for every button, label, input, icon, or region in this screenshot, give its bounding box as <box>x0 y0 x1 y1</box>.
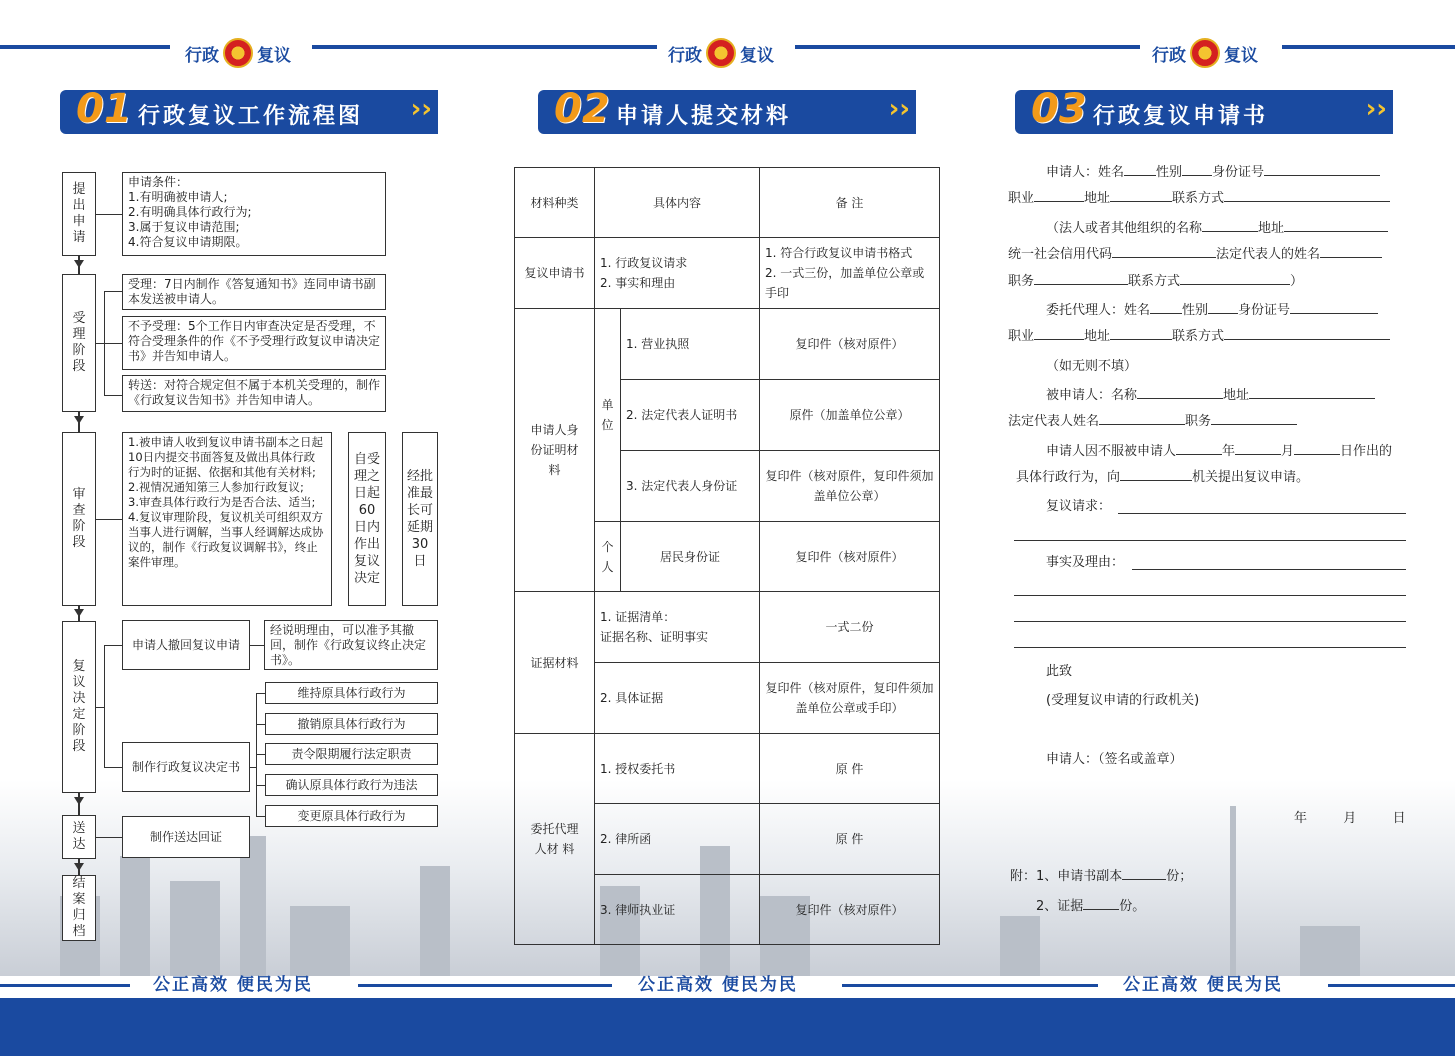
form-line-authority <box>1016 469 1309 487</box>
facts-line[interactable] <box>1014 595 1406 596</box>
subcategory-cell: 单位 <box>595 309 621 522</box>
connector <box>104 291 122 292</box>
connector <box>256 816 265 817</box>
connector <box>78 256 80 274</box>
withdraw-result-box: 经说明理由，可以准予其撤回，制作《行政复议终止决定书》。 <box>264 620 438 670</box>
text-line: 申请条件： <box>128 175 189 189</box>
org-address-field[interactable] <box>1284 220 1388 232</box>
label: 法定代表人姓名 <box>1008 414 1100 429</box>
attach-line-1 <box>1010 868 1192 886</box>
form-line-applicant <box>1046 164 1380 182</box>
footer-line <box>0 984 130 987</box>
form-line-respondent-rep <box>1008 413 1297 431</box>
facts-label: 事实及理由： <box>1046 555 1125 570</box>
text-line: 1.被申请人收到复议申请书副本之日起10日内提交书面答复及做出具体行政行为时的证据、依据和其他有关材料; <box>128 435 323 479</box>
label: 附：1、申请书副本 <box>1010 869 1123 884</box>
request-line[interactable] <box>1118 513 1406 514</box>
content-cell: 3. 律师执业证 <box>595 875 760 945</box>
authority-field[interactable] <box>1120 469 1192 481</box>
to-label: 此致 <box>1046 664 1073 679</box>
label: 地址 <box>1084 329 1111 344</box>
table-row <box>515 238 940 309</box>
connector <box>78 606 80 621</box>
form-line-dispute <box>1046 443 1392 461</box>
apply-conditions-box <box>122 172 386 256</box>
footer-band <box>0 998 1455 1056</box>
reject-box: 不予受理：5个工作日内审查决定是否受理，不符合受理条件的作《不予受理行政复议申请决定书》并告知申请人。 <box>122 316 386 370</box>
label: 联系方式 <box>1172 191 1225 206</box>
label: 年 <box>1294 811 1308 826</box>
respondent-rep-field[interactable] <box>1099 413 1185 425</box>
form-line-respondent <box>1046 387 1375 405</box>
connector <box>256 785 265 786</box>
connector <box>96 214 122 215</box>
stage-decide: 复议决定阶段 <box>62 621 96 793</box>
text-line: 4.符合复议申请期限。 <box>128 235 248 249</box>
footer-line <box>358 984 612 987</box>
label: 申请人：姓名 <box>1046 165 1125 180</box>
double-chevron-icon: ›› <box>410 94 432 124</box>
national-emblem-icon <box>706 38 736 68</box>
form-line-agent <box>1046 302 1378 320</box>
copies-field[interactable] <box>1122 868 1166 880</box>
attach-line-2 <box>1036 898 1145 916</box>
table-row <box>515 592 940 663</box>
text-line: 3.属于复议申请范围; <box>128 220 240 234</box>
label: 职业 <box>1008 191 1035 206</box>
agent-gender-field[interactable] <box>1208 302 1238 314</box>
decision-type-uphold: 维持原具体行政行为 <box>265 682 438 704</box>
stage-accept: 受理阶段 <box>62 274 96 412</box>
id-number-field[interactable] <box>1264 164 1380 176</box>
label: 地址 <box>1223 388 1250 403</box>
section-banner-01: 01 行政复议工作流程图 ›› <box>60 90 438 134</box>
connector <box>78 412 80 432</box>
footer-line <box>1328 984 1455 987</box>
content-cell: 1. 授权委托书 <box>595 734 760 804</box>
name-field[interactable] <box>1124 164 1156 176</box>
double-chevron-icon: ›› <box>888 94 910 124</box>
decision-type-revoke: 撤销原具体行政行为 <box>265 713 438 735</box>
content-cell: 3. 法定代表人身份证 <box>621 451 760 522</box>
note-cell: 一式二份 <box>760 592 940 663</box>
content-cell: 居民身份证 <box>621 522 760 592</box>
note-cell: 复印件（核对原件） <box>760 522 940 592</box>
category-cell: 复议申请书 <box>515 238 595 309</box>
review-items-box <box>122 432 332 606</box>
content-cell: 2. 律所函 <box>595 804 760 875</box>
delivery-box: 制作送达回证 <box>122 816 250 858</box>
review-time-box: 自受理之日起60日内作出复议决定 <box>348 432 386 606</box>
month-field[interactable] <box>1235 443 1281 455</box>
label: 日 <box>1392 811 1406 826</box>
occupation-field[interactable] <box>1034 190 1084 202</box>
text-line: 3.审查具体行政行为是否合法、适当; <box>128 495 316 509</box>
double-chevron-icon: ›› <box>1365 94 1387 124</box>
section-banner-02: 02 申请人提交材料 ›› <box>538 90 916 134</box>
table-row <box>515 309 940 380</box>
facts-line[interactable] <box>1014 647 1406 648</box>
connector <box>96 519 122 520</box>
agent-name-field[interactable] <box>1150 302 1182 314</box>
address-field[interactable] <box>1110 190 1172 202</box>
org-name-field[interactable] <box>1202 220 1258 232</box>
day-field[interactable] <box>1294 443 1340 455</box>
note-cell: 复印件（核对原件，复印件须加盖单位公章或手印） <box>760 663 940 734</box>
connector <box>104 645 105 767</box>
date-line <box>1294 810 1406 828</box>
header-line <box>0 45 170 49</box>
agent-contact-field[interactable] <box>1224 328 1390 340</box>
content-cell: 1. 证据清单： 证据名称、证明事实 <box>595 592 760 663</box>
stage-close: 结案归档 <box>62 875 96 941</box>
table-row <box>515 734 940 804</box>
label: 月 <box>1281 444 1295 459</box>
label: 日作出的 <box>1340 444 1393 459</box>
text-line: 4.复议审理阶段，复议机关可组织双方当事人进行调解，当事人经调解达成协议的，制作《行政复议调解书》，终止案件审理。 <box>128 510 324 569</box>
form-line-org <box>1046 220 1388 238</box>
text-line: 2.有明确具体行政行为; <box>128 205 252 219</box>
position-field[interactable] <box>1034 273 1128 285</box>
connector <box>256 693 265 694</box>
connector <box>96 837 122 838</box>
request-label: 复议请求： <box>1046 499 1112 514</box>
header-line <box>795 45 1140 49</box>
form-line-credit-code <box>1008 246 1382 264</box>
connector <box>96 343 104 344</box>
label: 性别 <box>1182 303 1209 318</box>
connector <box>256 754 265 755</box>
connector <box>78 793 80 815</box>
respondent-address-field[interactable] <box>1249 387 1375 399</box>
connector <box>250 645 264 646</box>
label: 委托代理人：姓名 <box>1046 303 1151 318</box>
label: 被申请人：名称 <box>1046 388 1138 403</box>
decision-type-illegal: 确认原具体行政行为违法 <box>265 774 438 796</box>
accept-box: 受理：7日内制作《答复通知书》连同申请书副本发送被申请人。 <box>122 274 386 310</box>
to-org-label: (受理复议申请的行政机关) <box>1046 693 1200 708</box>
content-cell: 1. 营业执照 <box>621 309 760 380</box>
decision-box: 制作行政复议决定书 <box>122 742 250 792</box>
connector <box>104 645 122 646</box>
note-cell: 复印件（核对原件） <box>760 875 940 945</box>
subcategory-cell: 个人 <box>595 522 621 592</box>
label: 地址 <box>1258 221 1285 236</box>
decision-type-change: 变更原具体行政行为 <box>265 805 438 827</box>
label: 月 <box>1343 811 1357 826</box>
note-cell: 复印件（核对原件） <box>760 309 940 380</box>
credit-code-field[interactable] <box>1112 246 1216 258</box>
label: （法人或者其他组织的名称 <box>1046 221 1203 236</box>
respondent-position-field[interactable] <box>1211 413 1297 425</box>
footer-line <box>842 984 1098 987</box>
label: 法定代表人的姓名 <box>1216 247 1321 262</box>
content-cell: 1. 行政复议请求 2. 事实和理由 <box>595 238 760 309</box>
table-row <box>515 168 940 238</box>
contact-field[interactable] <box>1224 190 1390 202</box>
form-line-note: （如无则不填） <box>1046 359 1138 374</box>
gender-field[interactable] <box>1182 164 1212 176</box>
note-cell: 复印件（核对原件，复印件须加盖单位公章） <box>760 451 940 522</box>
label: 份。 <box>1119 899 1146 914</box>
text-line: 1.有明确被申请人; <box>128 190 228 204</box>
facts-line[interactable] <box>1014 621 1406 622</box>
label: 联系方式 <box>1128 274 1181 289</box>
category-cell: 证据材料 <box>515 592 595 734</box>
respondent-name-field[interactable] <box>1137 387 1223 399</box>
withdraw-box: 申请人撤回复议申请 <box>122 620 250 670</box>
stage-apply: 提出申请 <box>62 172 96 256</box>
connector <box>78 859 80 875</box>
header-cell: 具体内容 <box>595 168 760 238</box>
form-line-applicant-contact <box>1008 190 1390 208</box>
header-label: 行政 复议 <box>185 38 291 68</box>
label: 职业 <box>1008 329 1035 344</box>
header-line <box>312 45 657 49</box>
label: 统一社会信用代码 <box>1008 247 1113 262</box>
header-label: 行政 复议 <box>1152 38 1258 68</box>
header-line <box>1282 45 1455 49</box>
agent-occupation-field[interactable] <box>1034 328 1084 340</box>
facts-line[interactable] <box>1132 569 1406 570</box>
label: 地址 <box>1084 191 1111 206</box>
form-line-agent-contact <box>1008 328 1390 346</box>
label: 2、证据 <box>1036 899 1084 914</box>
connector <box>256 724 265 725</box>
content-cell: 2. 法定代表人证明书 <box>621 380 760 451</box>
national-emblem-icon <box>1190 38 1220 68</box>
category-cell: 申请人身份证明材料 <box>515 309 595 592</box>
footer-slogan: 公正高效 便民为民 <box>1123 975 1283 995</box>
connector <box>104 395 122 396</box>
note-cell: 原件（加盖单位公章） <box>760 380 940 451</box>
evidence-copies-field[interactable] <box>1083 898 1119 910</box>
legal-rep-field[interactable] <box>1320 246 1382 258</box>
signer-label: 申请人：（签名或盖章） <box>1046 752 1183 767</box>
content-cell: 2. 具体证据 <box>595 663 760 734</box>
connector <box>104 343 122 344</box>
footer-slogan: 公正高效 便民为民 <box>638 975 798 995</box>
header-cell: 备 注 <box>760 168 940 238</box>
text-line: 2.视情况通知第三人参加行政复议; <box>128 480 304 494</box>
stage-deliver: 送达 <box>62 815 96 859</box>
materials-table <box>514 167 940 945</box>
label: ） <box>1290 274 1304 289</box>
connector <box>96 707 104 708</box>
label: 职务 <box>1185 414 1212 429</box>
note-cell: 原 件 <box>760 734 940 804</box>
national-emblem-icon <box>223 38 253 68</box>
label: 性别 <box>1156 165 1183 180</box>
label: 年 <box>1222 444 1236 459</box>
transfer-box: 转送：对符合规定但不属于本机关受理的，制作《行政复议告知书》并告知申请人。 <box>122 375 386 412</box>
decision-type-order: 责令限期履行法定职责 <box>265 743 438 765</box>
label: 职务 <box>1008 274 1035 289</box>
note-cell: 1. 符合行政复议申请书格式 2. 一式三份，加盖单位公章或手印 <box>760 238 940 309</box>
agent-address-field[interactable] <box>1110 328 1172 340</box>
section-banner-03: 03 行政复议申请书 ›› <box>1015 90 1393 134</box>
label: 联系方式 <box>1172 329 1225 344</box>
agent-id-field[interactable] <box>1290 302 1378 314</box>
request-line[interactable] <box>1014 540 1406 541</box>
header-cell: 材料种类 <box>515 168 595 238</box>
org-contact-field[interactable] <box>1180 273 1290 285</box>
note-cell: 原 件 <box>760 804 940 875</box>
connector <box>104 767 122 768</box>
label: 申请人因不服被申请人 <box>1046 444 1177 459</box>
label: 机关提出复议申请。 <box>1192 470 1310 485</box>
footer-slogan: 公正高效 便民为民 <box>153 975 313 995</box>
header-label: 行政 复议 <box>668 38 774 68</box>
year-field[interactable] <box>1176 443 1222 455</box>
label: 身份证号 <box>1238 303 1291 318</box>
label: 身份证号 <box>1212 165 1265 180</box>
label: 具体行政行为，向 <box>1016 470 1121 485</box>
label: 份； <box>1166 869 1193 884</box>
category-cell: 委托代理人材 料 <box>515 734 595 945</box>
stage-review: 审查阶段 <box>62 432 96 606</box>
form-line-position <box>1008 273 1303 291</box>
review-extension-box: 经批准最长可延期30日 <box>402 432 438 606</box>
